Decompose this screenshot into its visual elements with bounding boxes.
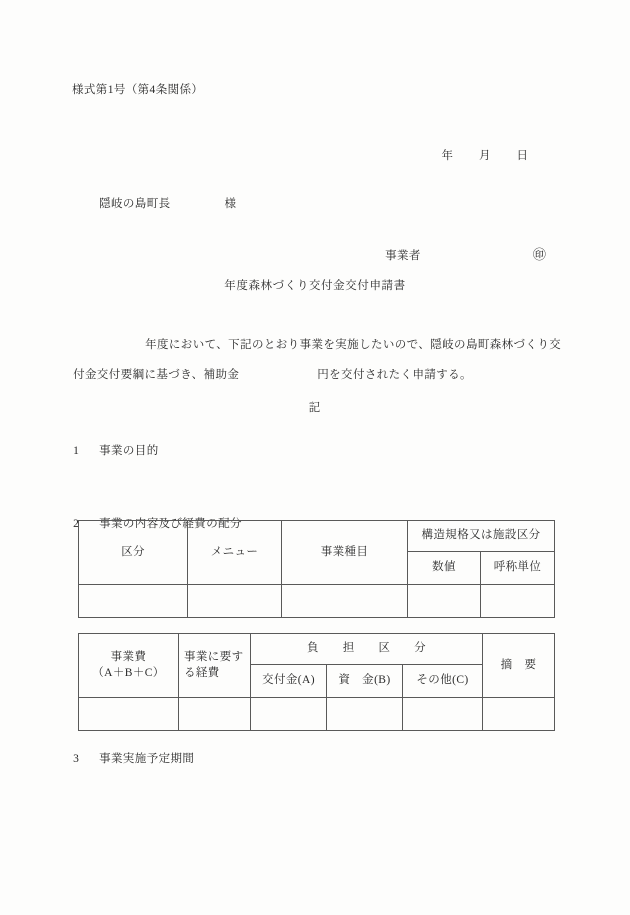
header-keihi-line2: る経費 (184, 666, 220, 679)
body-line2-before: 付金交付要綱に基づき、補助金 (73, 369, 240, 382)
form-number: 様式第1号（第4条関係） (72, 84, 204, 96)
cell-keihi[interactable] (179, 698, 251, 731)
section-2-number: 2 (73, 518, 80, 531)
cell-menu[interactable] (188, 585, 282, 618)
contents-table (78, 520, 555, 618)
section-3-title: 事業実施予定期間 (99, 753, 195, 766)
addressee-line (86, 179, 236, 231)
section-3-number: 3 (73, 753, 80, 766)
header-jigyohi-line1: 事業費 (110, 650, 147, 663)
applicant-line (372, 229, 546, 283)
header-tekiyou: 摘 要 (483, 634, 555, 698)
cell-sonota[interactable] (403, 698, 483, 731)
body-line1-text: 年度において、下記のとおり事業を実施したいので、隠岐の島町森林づくり交 (145, 339, 562, 352)
section-1-title: 事業の目的 (99, 445, 159, 458)
header-jigyo-shumoku: 事業種目 (282, 521, 408, 585)
cell-kubun[interactable] (79, 585, 188, 618)
date-year-label: 年 (441, 150, 453, 163)
table-row (79, 585, 555, 618)
cell-koshou-tani[interactable] (481, 585, 555, 618)
date-month-label: 月 (479, 150, 491, 163)
header-jigyohi (79, 634, 179, 698)
header-kouzou-group: 構造規格又は施設区分 (408, 521, 555, 552)
header-koshou-tani: 呼称単位 (481, 552, 555, 585)
section-heading-3 (60, 734, 194, 786)
cell-jigyohi[interactable] (79, 698, 179, 731)
addressee-honorific: 様 (224, 198, 237, 211)
body-paragraph-line2 (60, 350, 472, 402)
header-sonota: その他(C) (403, 665, 483, 698)
header-jigyohi-line2: （A＋B＋C） (92, 666, 165, 679)
header-keihi-line1: 事業に要す (184, 650, 244, 663)
header-shikin: 資 金(B) (327, 665, 403, 698)
body-line2-after: 円を交付されたく申請する。 (317, 369, 472, 382)
header-suuchi: 数値 (408, 552, 481, 585)
header-kubun: 区分 (79, 521, 188, 585)
table-header-row-1 (79, 634, 555, 665)
section-1-number: 1 (73, 445, 80, 458)
page-title: 年度森林づくり交付金交付申請書 (224, 280, 406, 292)
header-koufukin: 交付金(A) (251, 665, 327, 698)
addressee-name: 隠岐の島町長 (99, 198, 171, 211)
date-day-label: 日 (516, 150, 528, 163)
cell-tekiyou[interactable] (483, 698, 555, 731)
cell-suuchi[interactable] (408, 585, 481, 618)
section-2-title: 事業の内容及び経費の配分 (99, 518, 242, 531)
date-line (430, 131, 528, 183)
costs-table (78, 633, 555, 731)
header-futan-group: 負 担 区 分 (251, 634, 483, 665)
applicant-label: 事業者 (385, 250, 421, 263)
table-row (79, 698, 555, 731)
header-menu: メニュー (188, 521, 282, 585)
cell-shikin[interactable] (327, 698, 403, 731)
table-header-row-1 (79, 521, 555, 552)
cell-koufukin[interactable] (251, 698, 327, 731)
header-keihi (179, 634, 251, 698)
seal-icon: ㊞ (532, 248, 547, 264)
ki-marker: 記 (308, 402, 322, 414)
cell-jigyo-shumoku[interactable] (282, 585, 408, 618)
section-heading-1 (60, 426, 159, 478)
